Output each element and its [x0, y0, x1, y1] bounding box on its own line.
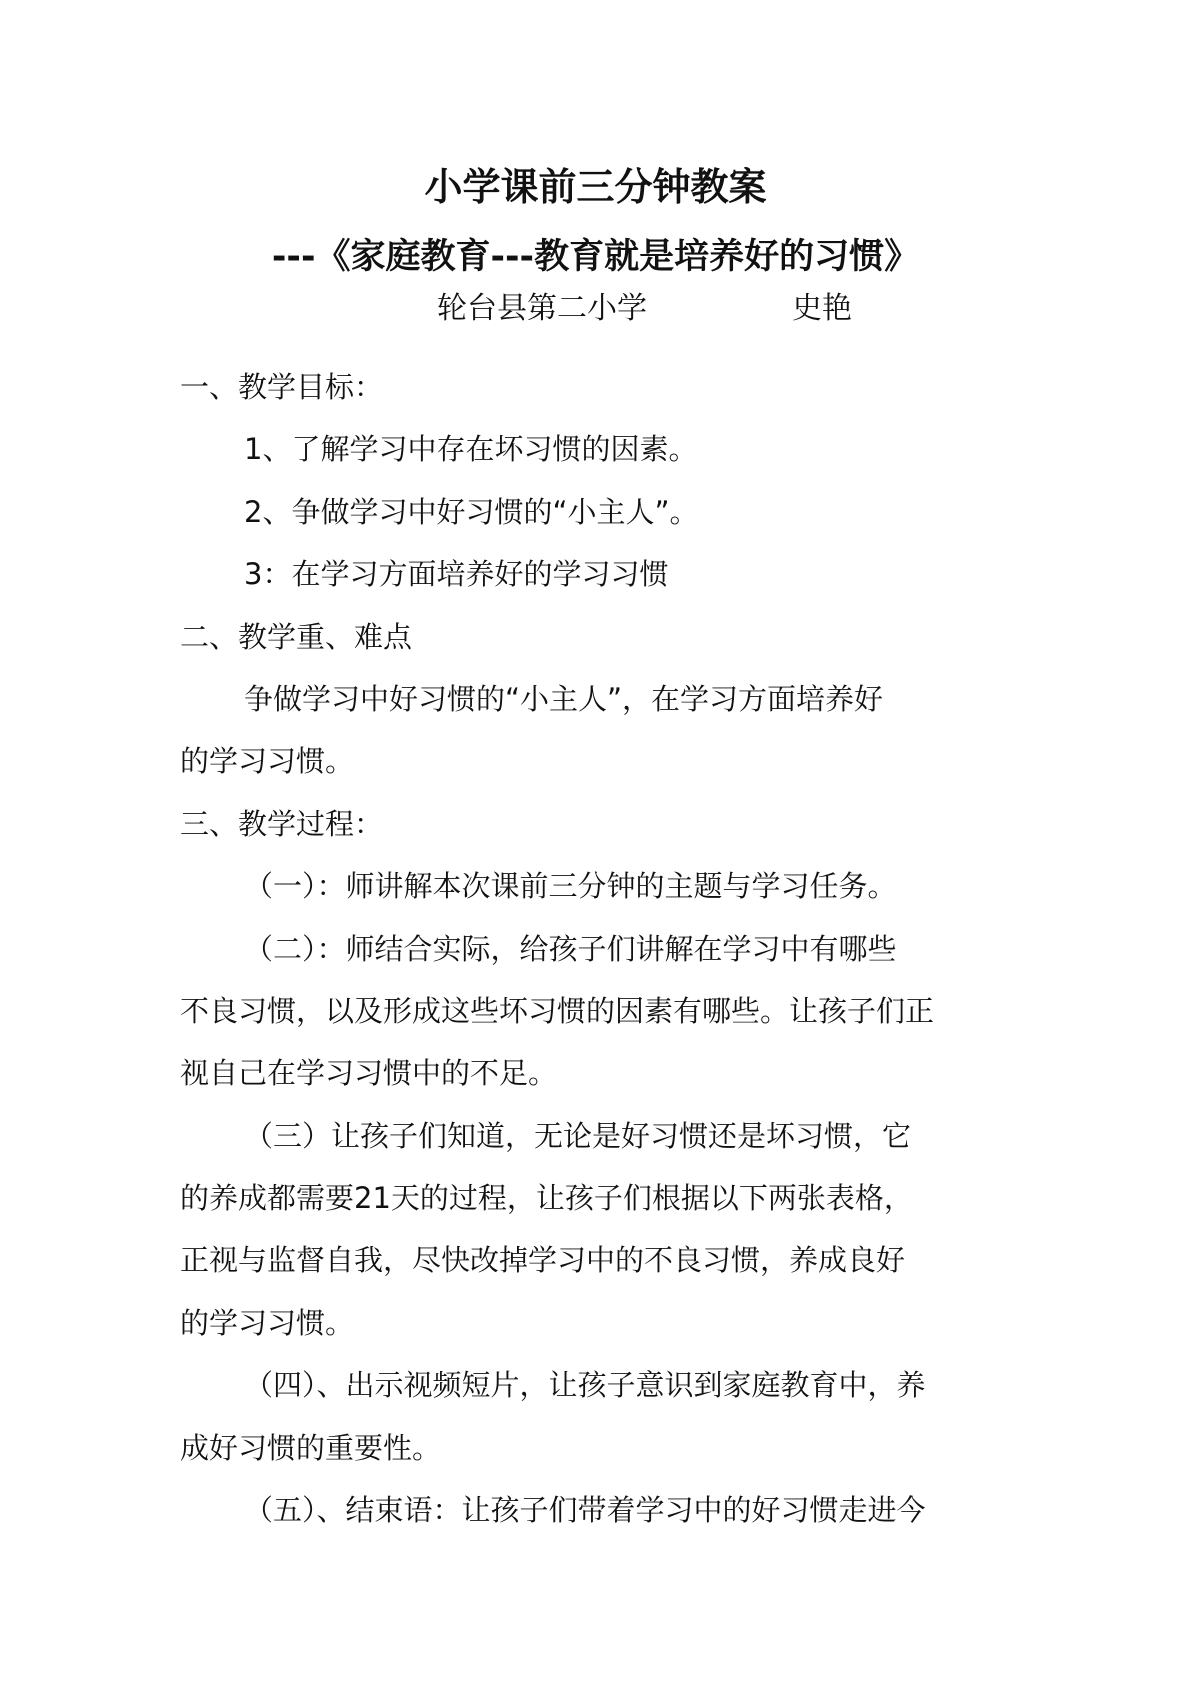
- body-line: （四）、出示视频短片，让孩子意识到家庭教育中，养: [244, 1368, 926, 1403]
- school-name: 轮台县第二小学: [437, 291, 647, 326]
- body-line: 视自己在学习习惯中的不足。: [180, 1056, 558, 1091]
- body-line: 的学习习惯。: [180, 744, 355, 779]
- body-line: 1、了解学习中存在坏习惯的因素。: [244, 432, 698, 467]
- body-line: 二、教学重、难点: [180, 619, 413, 654]
- body-line: 正视与监督自我，尽快改掉学习中的不良习惯，养成良好: [180, 1243, 906, 1278]
- body-line: 的养成都需要21天的过程，让孩子们根据以下两张表格，: [180, 1181, 913, 1216]
- body-line: 成好习惯的重要性。: [180, 1430, 442, 1465]
- body-line: 不良习惯，以及形成这些坏习惯的因素有哪些。让孩子们正: [180, 993, 935, 1028]
- document-subtitle: ---《家庭教育---教育就是培养好的习惯》: [271, 237, 920, 277]
- body-line: 的学习习惯。: [180, 1305, 355, 1340]
- body-line: 三、教学过程：: [180, 806, 384, 841]
- body-line: （三）让孩子们知道，无论是好习惯还是坏习惯，它: [244, 1118, 912, 1153]
- document-title: 小学课前三分钟教案: [424, 165, 767, 209]
- body-line: （一）：师讲解本次课前三分钟的主题与学习任务。: [244, 869, 897, 904]
- body-line: （五）、结束语：让孩子们带着学习中的好习惯走进今: [244, 1493, 926, 1528]
- body-line: 3：在学习方面培养好的学习习惯: [244, 557, 669, 592]
- author-name: 史艳: [792, 291, 852, 326]
- document-body: [180, 356, 1015, 1541]
- body-line: （二）：师结合实际，给孩子们讲解在学习中有哪些: [244, 931, 897, 966]
- body-line: 争做学习中好习惯的“小主人”，在学习方面培养好: [244, 681, 884, 716]
- body-line: 2、争做学习中好习惯的“小主人”。: [244, 494, 699, 529]
- body-line: 一、教学目标：: [180, 370, 384, 404]
